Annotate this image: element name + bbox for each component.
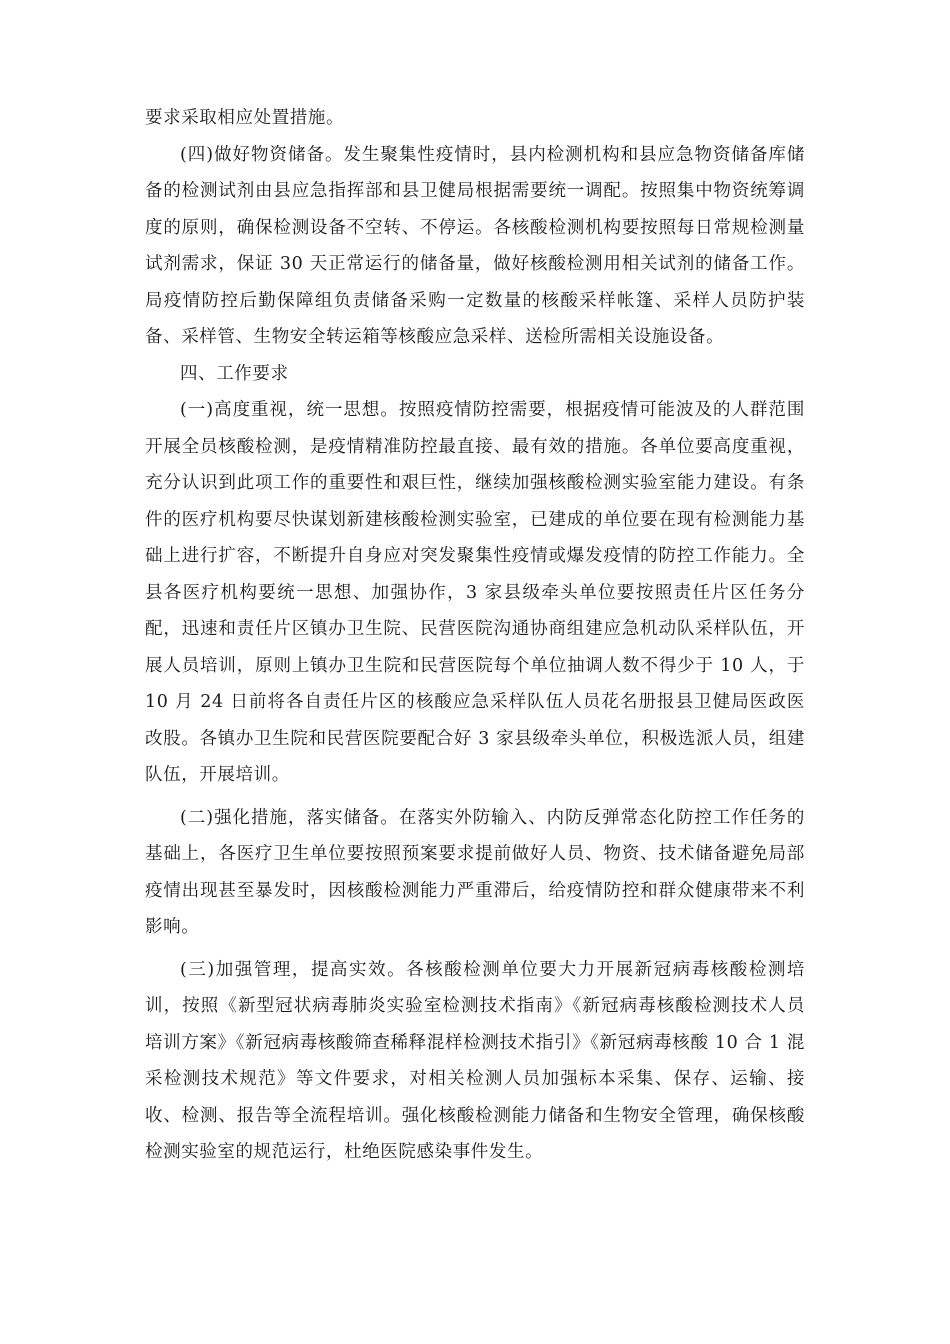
paragraph-continuation: 要求采取相应处置措施。 [145,108,345,128]
paragraph-strengthen-measures: (二)强化措施，落实储备。在落实外防输入、内防反弹常态化防控工作任务的基础上，各医疗卫生单位要按照预案要求提前做好人员、物资、技术储备避免局部疫情出现甚至暴发时，因核酸检测能力严重滞后，给疫情防控和群众健康带来不利影响。 [145,807,805,937]
paragraph-material-reserve: (四)做好物资储备。发生聚集性疫情时，县内检测机构和县应急物资储备库储备的检测试剂由县应急指挥部和县卫健局根据需要统一调配。按照集中物资统筹调度的原则，确保检测设备不空转、不停运。各核酸检测机构要按照每日常规检测量试剂需求，保证 30 天正常运行的储备量，做好核酸检测用相关试剂的储备工作。局疫情防控后勤保障组负责储备采购一定数量的核酸采样帐篷、采样人员防护装备、采样管、生物安全转运箱等核酸应急采样、送检所需相关设施设备。 [145,144,805,347]
document-body [145,100,805,1171]
paragraph-strengthen-management: (三)加强管理，提高实效。各核酸检测单位要大力开展新冠病毒核酸检测培训，按照《新型冠状病毒肺炎实验室检测技术指南》《新冠病毒核酸检测技术人员培训方案》《新冠病毒核酸筛查稀释混样检测技术指引》《新冠病毒核酸 10 合 1 混采检测技术规范》等文件要求，对相关检测人员加强标本采集、保存、运输、接收、检测、报告等全流程培训。强化核酸检测能力储备和生物安全管理，确保核酸检测实验室的规范运行，杜绝医院感染事件发生。 [145,959,805,1162]
section-heading-work-requirements: 四、工作要求 [180,363,289,384]
paragraph-attach-importance: (一)高度重视，统一思想。按照疫情防控需要，根据疫情可能波及的人群范围开展全员核酸检测，是疫情精准防控最直接、最有效的措施。各单位要高度重视，充分认识到此项工作的重要性和艰巨性，继续加强核酸检测实验室能力建设。有条件的医疗机构要尽快谋划新建核酸检测实验室，已建成的单位要在现有检测能力基础上进行扩容，不断提升自身应对突发聚集性疫情或爆发疫情的防控工作能力。全县各医疗机构要统一思想、加强协作，3 家县级牵头单位要按照责任片区任务分配，迅速和责任片区镇办卫生院、民营医院沟通协商组建应急机动队采样队伍，开展人员培训，原则上镇办卫生院和民营医院每个单位抽调人数不得少于 10 人，于 10 月 24 日前将各自责任片区的核酸应急采样队伍人员花名册报县卫健局医政医改股。各镇办卫生院和民营医院要配合好 3 家县级牵头单位，积极选派人员，组建队伍，开展培训。 [145,400,805,785]
